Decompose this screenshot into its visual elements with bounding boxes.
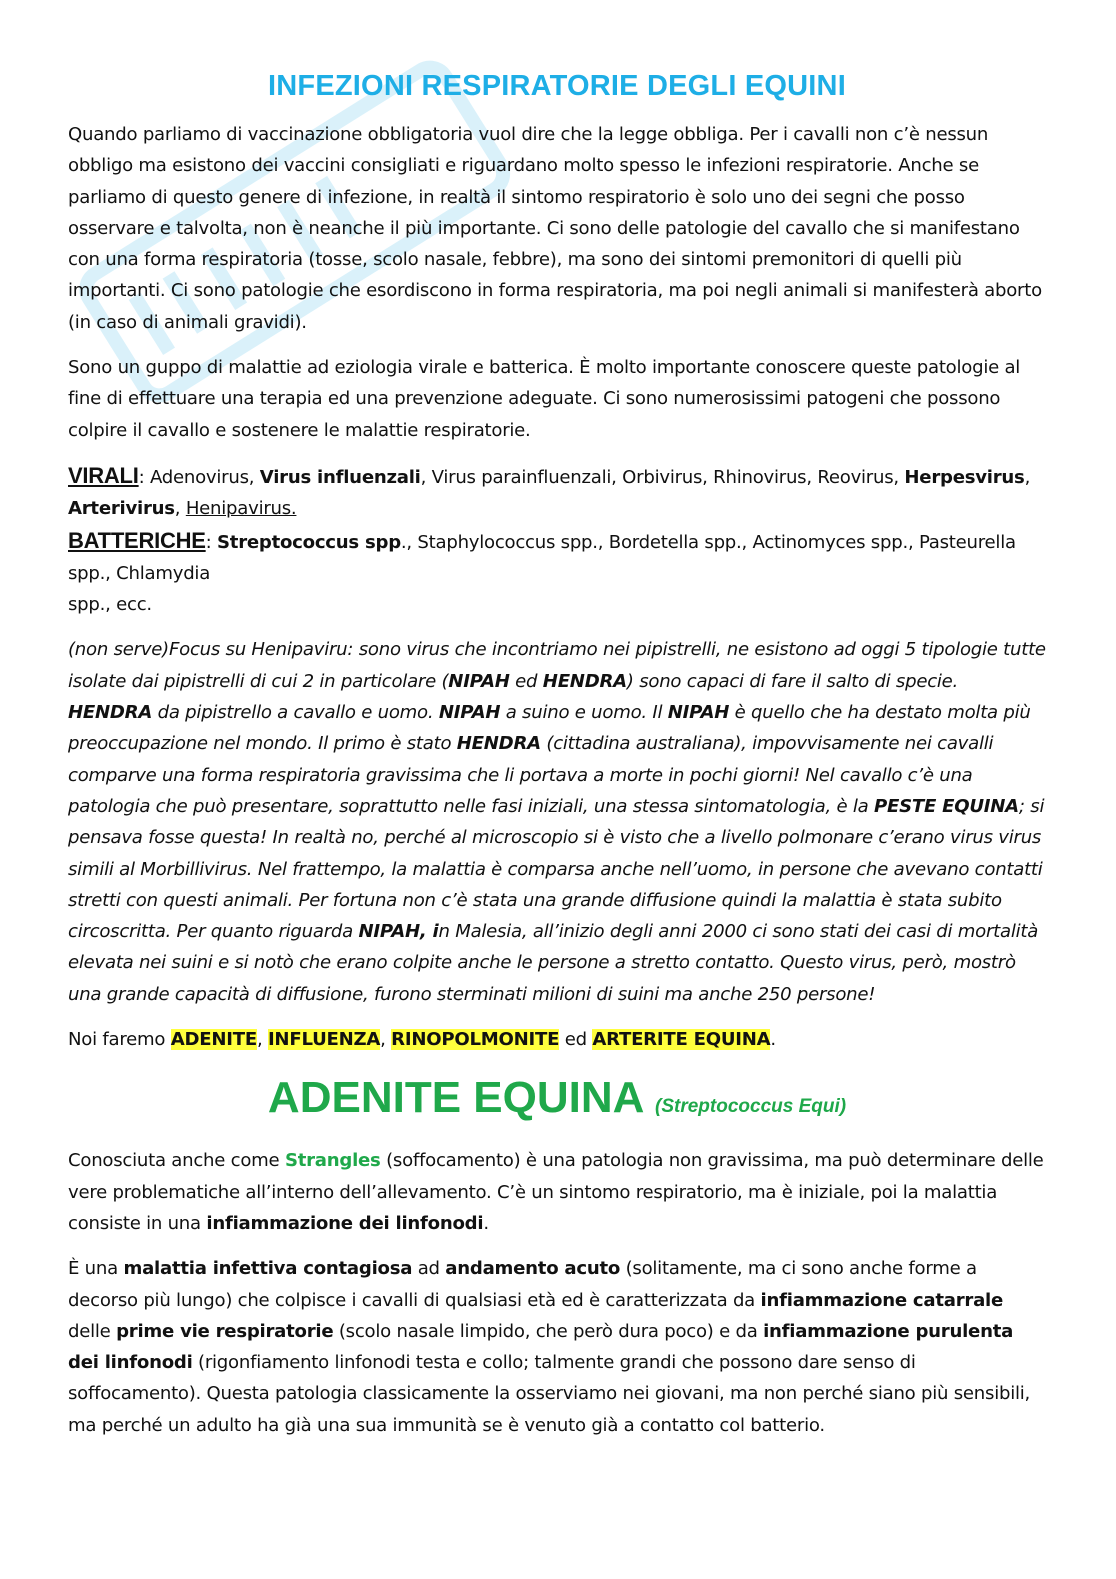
highlight-arterite: ARTERITE EQUINA [592,1029,771,1051]
section-heading-adenite [68,1073,1046,1123]
text-run: a suino e uomo. Il [500,702,668,724]
text-run: , [1024,466,1031,488]
bold-run: HENDRA [456,733,541,755]
bold-run: NIPAH, i [358,921,439,943]
virali-paragraph [68,460,1046,525]
bold-run: Herpesvirus [904,466,1025,488]
text-run: , [380,1029,392,1051]
text-run: (soffocamento) è una patologia non gravissima, ma può determinare delle vere problematiche all’interno dell’allevamento. C’è un sintomo respiratorio, ma è iniziale, poi la malattia consiste in una [68,1150,1044,1234]
bold-run: infiammazione purulenta dei linfonodi [68,1320,1014,1374]
text-run: , [256,1029,268,1051]
bold-run: Virus influenzali [259,466,421,488]
text-run: ) sono capaci di fare il salto di specie. [626,670,959,692]
bold-run: HENDRA [542,670,627,692]
text-run: (non serve)Focus su Henipaviru: sono virus che incontriamo nei pipistrelli, ne esistono ad oggi 5 tipologie tutte isolate dai pipistrelli di cui 2 in particolare ( [68,639,1046,692]
batteriche-paragraph [68,525,1046,621]
text-run: . [770,1029,776,1051]
text-run: Noi faremo [68,1029,171,1051]
text-run: delle [68,1320,117,1342]
text-run: ed [509,670,543,692]
bold-run: Arterivirus [68,498,175,520]
bold-run: NIPAH [438,702,501,724]
bold-run: HENDRA [68,702,153,724]
text-run: : Adenovirus, [138,466,260,488]
text-run: n Malesia, all’inizio degli anni 2000 ci sono stati dei casi di mortalità elevata nei suini e si notò che erano colpite anche le persone a stretto contatto. Questo virus, però, mostrò una grande capacità di diffusione, furono sterminati milioni di suini ma anche 250 persone! [68,921,1039,1005]
definition-paragraph [68,1253,1046,1441]
highlight-rinopolmonite: RINOPOLMONITE [391,1029,560,1051]
text-run: (rigonfiamento linfonodi testa e collo; talmente grandi che possono dare senso di soffocamento). Questa patologia classicamente la osserviamo nei giovani, ma non perché siano più sensibili, ma perché un adulto ha già una sua immunità se è venuto già a contatto col batterio. [68,1352,1031,1436]
bold-run: prime vie respiratorie [116,1320,334,1342]
bold-run: infiammazione dei linfonodi [206,1212,484,1234]
strangles-paragraph [68,1145,1046,1239]
bold-run: andamento acuto [445,1258,621,1280]
text-run: , Virus parainfluenzali, Orbivirus, Rhinovirus, Reovirus, [420,466,905,488]
etiology-paragraph: Sono un guppo di malattie ad eziologia virale e batterica. È molto importante conoscere queste patologie al fine di effettuare una terapia ed una prevenzione adeguate. Ci sono numerosissimi patogeni che possono colpire il cavallo e sostenere le malattie respiratorie. [68,357,1021,441]
batteriche-label: BATTERICHE [68,527,206,553]
green-term: Strangles [284,1150,381,1172]
text-run: (cittadina australiana), impovvisamente nei cavalli comparve una forma respiratoria gravissima che li portava a morte in pochi giorni! Nel cavallo c’è una patologia che può presentare, soprattutto nelle fasi iniziali, una stessa sintomatologia, è la [68,733,994,817]
document-title: INFEZIONI RESPIRATORIE DEGLI EQUINI [268,70,846,102]
text-run: ed [559,1029,593,1051]
section-subtitle: (Streptococcus Equi) [655,1096,847,1118]
text-run: da pipistrello a cavallo e uomo. [152,702,439,724]
topics-paragraph [68,1024,1046,1055]
highlight-adenite: ADENITE [170,1029,257,1051]
underlined-run: Henipavirus. [185,498,297,520]
text-run: è quello che ha destato molta più preoccupazione nel mondo. Il primo è stato [68,702,1031,755]
bold-run: PESTE EQUINA [873,795,1019,817]
text-run: ; si pensava fosse questa! In realtà no, perché al microscopio si è visto che a livello polmonare c’erano virus virus simili al Morbillivirus. Nel frattempo, la malattia è comparsa anche nell’uomo, in persone che avevano contatti stretti con questi animali. Per fortuna non c’è stata una grande diffusione quindi la malattia è stata subito circoscritta. Per quanto riguarda [68,795,1045,943]
virali-label: VIRALI [68,462,139,488]
bold-run: malattia infettiva contagiosa [123,1258,413,1280]
bold-run: Streptococcus spp [217,531,401,553]
bold-run: NIPAH [448,670,510,692]
text-run: spp., ecc. [68,594,152,616]
text-run: È una [68,1258,124,1280]
section-title: ADENITE EQUINA [267,1073,643,1123]
text-run: (solitamente, ma ci sono anche forme a decorso più lungo) che colpisce i cavalli di qualsiasi età ed è caratterizzata da [68,1258,977,1311]
bold-run: infiammazione catarrale [760,1289,1004,1311]
text-run: ., Staphylococcus spp., Bordetella spp., Actinomyces spp., Pasteurella spp., Chlamydia [68,531,1016,584]
text-run: . [483,1212,489,1234]
text-run: ad [412,1258,446,1280]
text-run: , [174,498,186,520]
text-run: (scolo nasale limpido, che però dura poco) e da [333,1320,764,1342]
highlight-influenza: INFLUENZA [267,1029,381,1051]
intro-paragraph: Quando parliamo di vaccinazione obbligatoria vuol dire che la legge obbliga. Per i cavalli non c’è nessun obbligo ma esistono dei vaccini consigliati e riguardano molto spesso le infezioni respiratorie. Anche se parliamo di questo genere di infezione, in realtà il sintomo respiratorio è solo uno dei segni che posso osservare e talvolta, non è neanche il più importante. Ci sono delle patologie del cavallo che si manifestano con una forma respiratoria (tosse, scolo nasale, febbre), ma sono dei sintomi premonitori di quelli più importanti. Ci sono patologie che esordiscono in forma respiratoria, ma poi negli animali si manifesterà aborto (in caso di animali gravidi). [68,124,1042,333]
text-run: Conosciuta anche come [68,1150,285,1172]
bold-run: NIPAH [667,702,730,724]
text-run: : [205,531,218,553]
document-page [68,70,1046,1455]
focus-henipavirus-paragraph [68,634,1046,1010]
